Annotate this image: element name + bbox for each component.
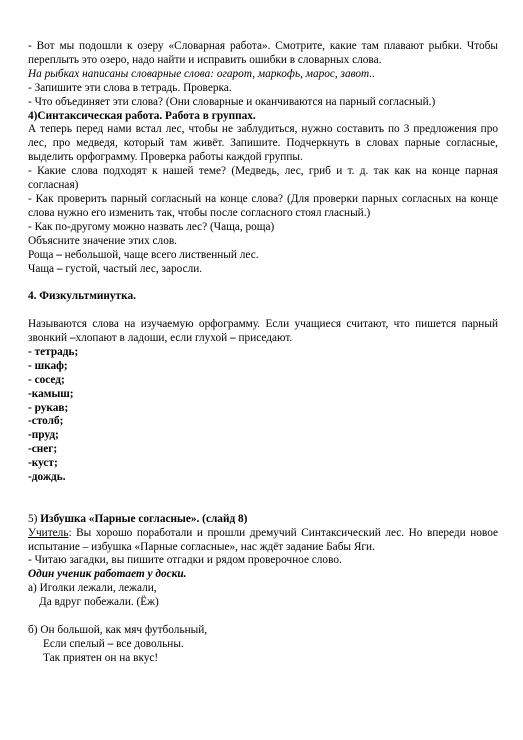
line-explain-meaning: Объясните значение этих слов. bbox=[28, 234, 177, 247]
paragraph-forest-task: А теперь перед нами встал лес, чтобы не заблудиться, нужно составить по 3 предложения про лес, про медведя, который там живёт. Запишите. Подчеркнуть в словах парные согласные, выделить орфограмму. Проверка работы каждой группы. bbox=[28, 123, 498, 164]
riddle-a-line-1: а) Иголки лежали, лежали, bbox=[28, 582, 157, 595]
word-list-item: -столб; bbox=[28, 415, 64, 428]
riddle-a-line-2: Да вдруг побежали. (Ёж) bbox=[39, 596, 159, 609]
line-one-student: Один ученик работает у доски. bbox=[28, 568, 187, 581]
riddle-b-line-3: Так приятен он на вкус! bbox=[43, 651, 159, 664]
word-list-item: -пруд; bbox=[28, 429, 59, 442]
paragraph-fizminutka-rules: Называются слова на изучаемую орфограмму. Если учащиеся считают, что пишется парный звонкий –хлопают в ладоши, если глухой – приседают. bbox=[28, 318, 498, 344]
fish-words-line: На рыбках написаны словарные слова: огарот, маркофь, марос, завот.. bbox=[28, 67, 375, 80]
paragraph-lake-intro: - Вот мы подошли к озеру «Словарная работа». Смотрите, какие там плавают рыбки. Чтобы переплыть это озеро, надо найти и исправить ошибки в словарных слова. bbox=[28, 40, 498, 66]
word-list-item: -камыш; bbox=[28, 387, 74, 400]
word-list-item: - тетрадь; bbox=[28, 345, 79, 358]
spacer bbox=[28, 304, 498, 318]
spacer bbox=[28, 276, 498, 290]
riddle-b-line-1: б) Он большой, как мяч футбольный, bbox=[28, 624, 208, 636]
line-check-question: - Как проверить парный согласный на конце слова? (Для проверки парных согласных на конце слова нужно его изменить так, чтобы после согласного стоял гласный.) bbox=[28, 192, 498, 219]
definition-chashcha: Чаща – густой, частый лес, заросли. bbox=[28, 262, 203, 275]
spacer bbox=[28, 610, 498, 624]
section-4-heading: 4)Синтаксическая работа. Работа в группах. bbox=[28, 109, 256, 122]
spacer bbox=[28, 485, 498, 513]
word-list-item: - сосед; bbox=[28, 373, 65, 386]
word-list-item: -снег; bbox=[28, 443, 58, 456]
riddle-b-line-2: Если спелый – все довольны. bbox=[43, 637, 184, 650]
word-list-item: -куст; bbox=[28, 457, 58, 470]
line-riddles-instruction: - Читаю загадки, вы пишите отгадки и рядом проверочное слово. bbox=[28, 554, 342, 567]
document-page bbox=[28, 40, 498, 666]
line-topic-question: - Какие слова подходят к нашей теме? (Медведь, лес, гриб и т. д. так как на конце парная согласная) bbox=[28, 165, 498, 192]
line-write-words: - Запишите эти слова в тетрадь. Проверка. bbox=[28, 81, 232, 94]
paragraph-teacher-intro: Учитель: Вы хорошо поработали и прошли дремучий Синтаксический лес. Но впереди новое испытание – избушка «Парные согласные», нас ждёт задание Бабы Яги. bbox=[28, 526, 498, 553]
line-unite-question: - Что объединяет эти слова? (Они словарные и оканчиваются на парный согласный.) bbox=[28, 95, 436, 108]
definition-roshcha: Роща – небольшой, чаще всего лиственный лес. bbox=[28, 248, 259, 261]
word-list-item: - рукав; bbox=[28, 401, 69, 414]
line-other-name-question: - Как по-другому можно назвать лес? (Чаща, роща) bbox=[28, 220, 275, 233]
word-list-item: - шкаф; bbox=[28, 359, 68, 372]
word-list-item: -дождь. bbox=[28, 471, 66, 484]
section-5-heading: 5) Избушка «Парные согласные». (слайд 8) bbox=[28, 512, 248, 525]
section-fizminutka-heading: 4. Физкультминутка. bbox=[28, 290, 136, 303]
